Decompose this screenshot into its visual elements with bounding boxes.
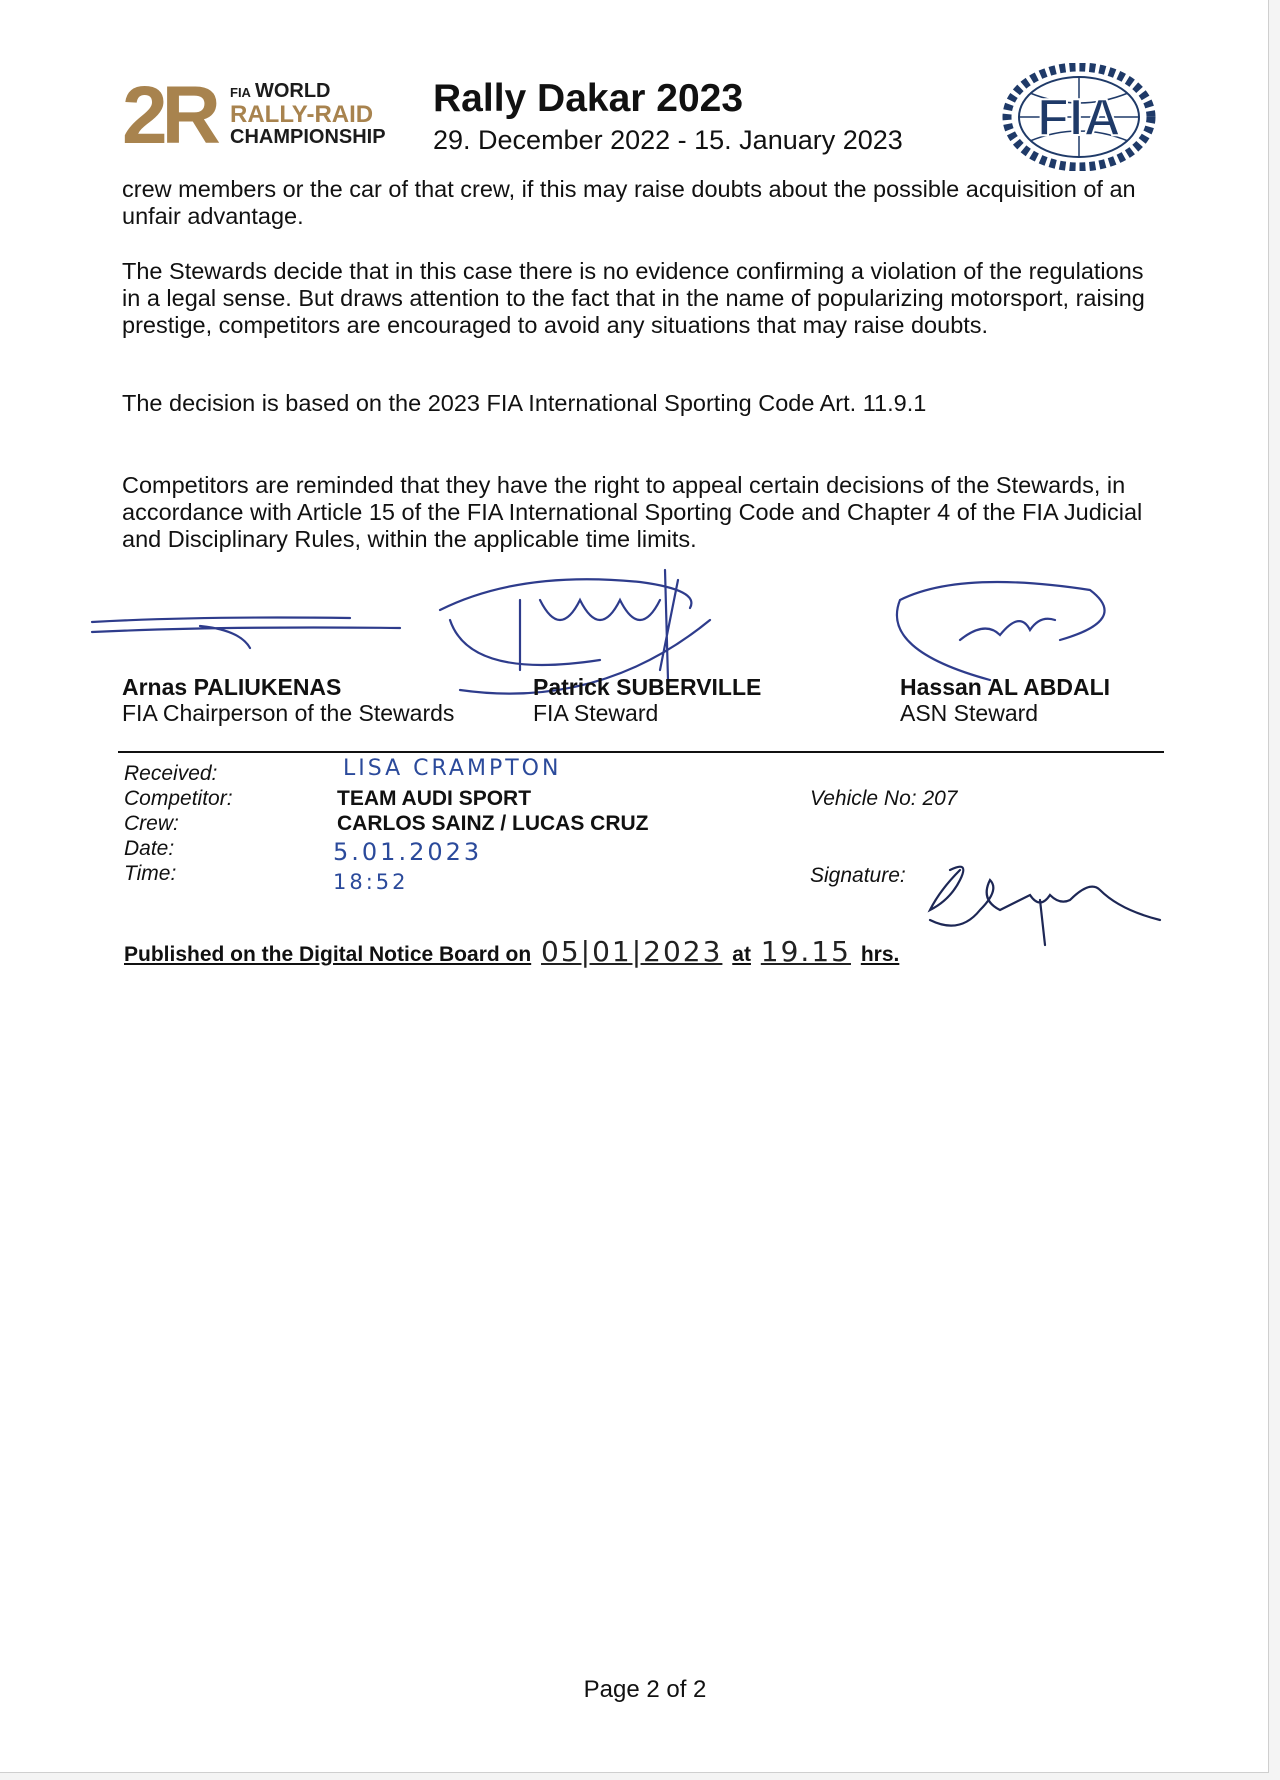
- paragraph-appeal-notice: Competitors are reminded that they have the right to appeal certain decisions of the Stewards, in accordance with Article 15 of the FIA International Sporting Code and Chapter 4 of the FIA Judicial and Disciplinary Rules, within the applicable time limits.: [122, 472, 1143, 552]
- wrrc-wordmark: [230, 80, 386, 148]
- steward-fia: [533, 674, 761, 726]
- event-dates: 29. December 2022 - 15. January 2023: [433, 125, 903, 155]
- signature-label: Signature:: [810, 864, 906, 887]
- competitor-label: Competitor:: [124, 787, 233, 810]
- published-date-handwritten: 05|01|2023: [541, 935, 723, 968]
- steward-chairperson: [122, 674, 454, 726]
- event-title: Rally Dakar 2023: [433, 77, 744, 120]
- receiver-signature: [920, 840, 1170, 950]
- wrrc-logo: [122, 68, 392, 161]
- date-label: Date:: [124, 837, 175, 860]
- wrrc-rally-raid: RALLY-RAID: [230, 101, 374, 128]
- page-number: Page 2 of 2: [583, 1676, 707, 1703]
- paragraph-decision-basis: The decision is based on the 2023 FIA International Sporting Code Art. 11.9.1: [122, 390, 927, 416]
- published-line: [124, 935, 899, 968]
- wrrc-world: WORLD: [254, 80, 331, 102]
- steward-name: Patrick SUBERVILLE: [533, 674, 762, 700]
- divider-line: [118, 751, 1164, 753]
- published-at: at: [732, 943, 751, 966]
- published-time-handwritten: 19.15: [760, 935, 851, 968]
- crew-label: Crew:: [124, 812, 179, 835]
- signature-al-abdali: [897, 582, 1105, 680]
- fia-logo: [1000, 63, 1158, 171]
- received-label: Received:: [124, 762, 218, 785]
- signature-paliukenas: [92, 618, 400, 649]
- paragraph-unfair-advantage: crew members or the car of that crew, if this may raise doubts about the possible acquisition of an unfair advantage.: [122, 176, 1136, 229]
- steward-asn: [900, 674, 1110, 726]
- steward-role: ASN Steward: [900, 700, 1039, 726]
- paragraph-stewards-decision: The Stewards decide that in this case there is no evidence confirming a violation of the regulations in a legal sense. But draws attention to the fact that in the name of popularizing motorsport, raising prestige, competitors are encouraged to avoid any situations that may raise doubts.: [122, 258, 1145, 338]
- published-prefix: Published on the Digital Notice Board on: [124, 943, 532, 966]
- steward-role: FIA Chairperson of the Stewards: [122, 700, 455, 726]
- received-handwritten: LISA CRAMPTON: [343, 756, 562, 781]
- published-suffix: hrs.: [860, 943, 900, 966]
- date-handwritten: 5.01.2023: [333, 838, 483, 866]
- crew-value: CARLOS SAINZ / LUCAS CRUZ: [337, 812, 649, 835]
- steward-role: FIA Steward: [533, 700, 659, 726]
- steward-name: Hassan AL ABDALI: [900, 674, 1111, 700]
- time-handwritten: 18:52: [333, 870, 409, 894]
- competitor-value: TEAM AUDI SPORT: [337, 787, 532, 810]
- wrrc-championship: CHAMPIONSHIP: [230, 126, 386, 148]
- vehicle-number: Vehicle No: 207: [810, 787, 958, 810]
- fia-logo-text: FIA: [1037, 89, 1121, 147]
- wrrc-2r-mark: 2R: [122, 70, 215, 161]
- time-label: Time:: [124, 862, 177, 885]
- wrrc-fia-mini: FIA: [230, 85, 251, 100]
- steward-name: Arnas PALIUKENAS: [122, 674, 342, 700]
